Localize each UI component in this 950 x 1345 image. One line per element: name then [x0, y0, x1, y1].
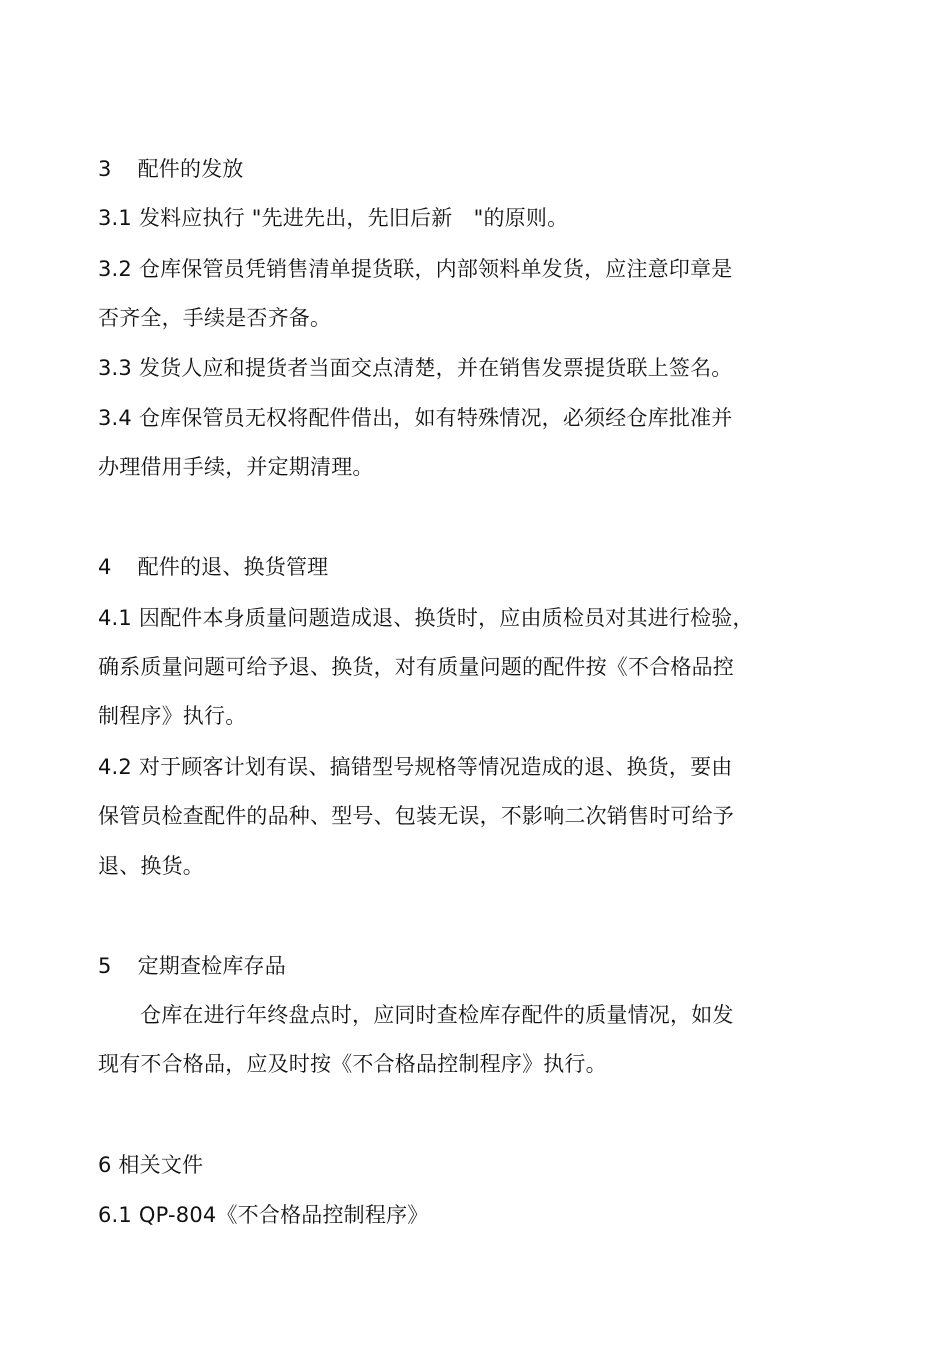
paragraph-3-2-line-2: 否齐全，手续是否齐备。 — [98, 306, 332, 330]
section-5-title: 定期查检库存品 — [137, 954, 286, 978]
section-5-heading — [98, 951, 286, 981]
section-6-heading: 6 相关文件 — [98, 1153, 204, 1177]
paragraph-4-1-line-3: 制程序》执行。 — [98, 704, 247, 728]
section-3-title: 配件的发放 — [137, 157, 244, 181]
paragraph-4-1-line-2: 确系质量问题可给予退、换货，对有质量问题的配件按《不合格品控 — [98, 655, 734, 679]
section-4-title: 配件的退、换货管理 — [137, 555, 329, 579]
paragraph-3-2-line-1: 3.2 仓库保管员凭销售清单提货联，内部领料单发货，应注意印章是 — [98, 257, 733, 281]
section-3-number: 3 — [98, 157, 112, 181]
paragraph-4-2-line-3: 退、换货。 — [98, 854, 204, 878]
paragraph-3-1: 3.1 发料应执行 "先进先出，先旧后新 "的原则。 — [98, 206, 569, 230]
paragraph-4-2-line-1: 4.2 对于顾客计划有误、搞错型号规格等情况造成的退、换货，要由 — [98, 755, 733, 779]
paragraph-6-1: 6.1 QP-804《不合格品控制程序》 — [98, 1203, 429, 1227]
section-3-heading — [98, 154, 244, 184]
paragraph-3-3: 3.3 发货人应和提货者当面交点清楚，并在销售发票提货联上签名。 — [98, 356, 733, 380]
paragraph-3-4-line-2: 办理借用手续，并定期清理。 — [98, 455, 374, 479]
section-5-number: 5 — [98, 954, 112, 978]
section-4-heading — [98, 552, 328, 582]
paragraph-5-line-1: 仓库在进行年终盘点时，应同时查检库存配件的质量情况，如发 — [140, 1003, 734, 1027]
paragraph-5-line-2: 现有不合格品，应及时按《不合格品控制程序》执行。 — [98, 1052, 607, 1076]
paragraph-4-2-line-2: 保管员检查配件的品种、型号、包装无误，不影响二次销售时可给予 — [98, 804, 734, 828]
paragraph-3-4-line-1: 3.4 仓库保管员无权将配件借出，如有特殊情况，必须经仓库批准并 — [98, 406, 733, 430]
document-page — [98, 0, 798, 1345]
section-4-number: 4 — [98, 555, 112, 579]
paragraph-4-1-line-1: 4.1 因配件本身质量问题造成退、换货时，应由质检员对其进行检验， — [98, 606, 754, 630]
